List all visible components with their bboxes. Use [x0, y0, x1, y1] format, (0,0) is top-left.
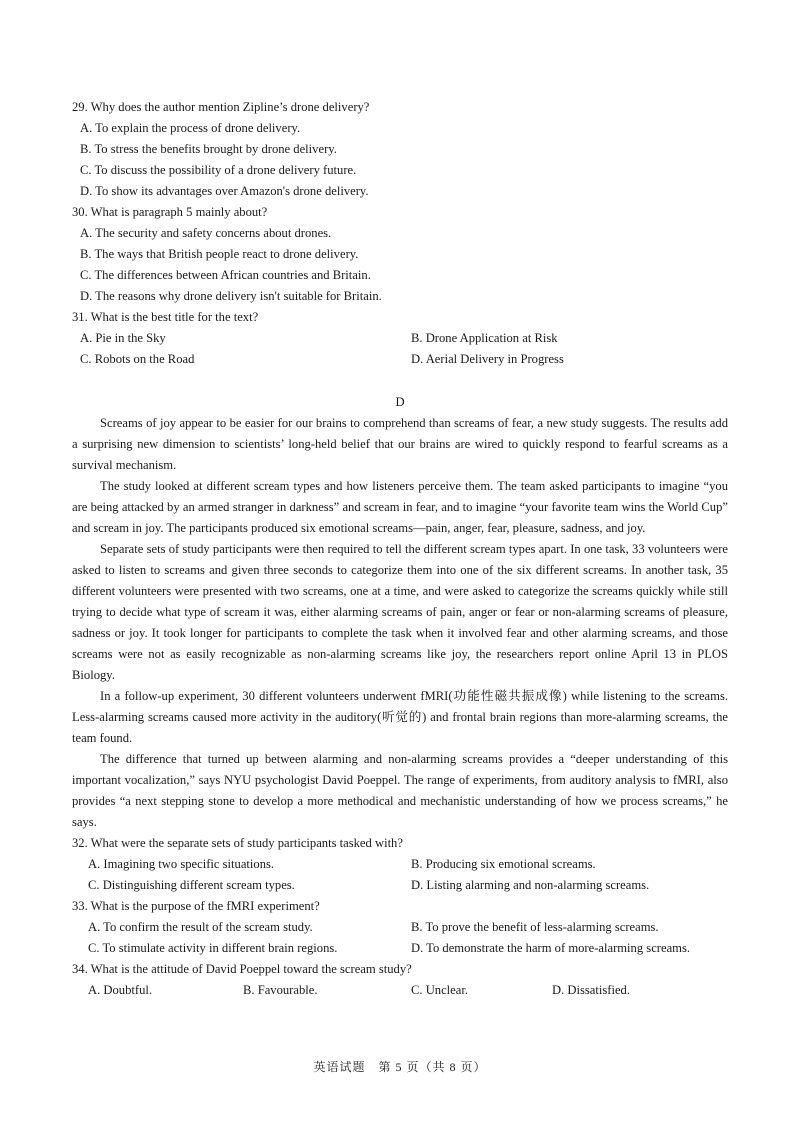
q33-option-a: A. To confirm the result of the scream study.: [88, 920, 313, 934]
passage-paragraph: Separate sets of study participants were then required to tell the different scream types apart. In one task, 33 volunteers were asked to listen to screams and given three seconds to categorize them into one of the six different screams. In another task, 35 different volunteers were presented with two screams, one at a time, and were asked to categorize the screams quickly while still trying to decide what type of scream it was, either alarming screams of pain, anger or fear or non-alarming screams of pleasure, sadness or joy. It took longer for participants to complete the task when it involved fear and other alarming screams, and those screams were not as easily recognizable as non-alarming screams like joy, the researchers report online April 13 in PLOS Biology.: [72, 542, 728, 682]
q30-option-d: D. The reasons why drone delivery isn't suitable for Britain.: [80, 289, 382, 303]
question-30: 30. What is paragraph 5 mainly about?: [72, 205, 268, 219]
q33-option-c: C. To stimulate activity in different brain regions.: [88, 941, 338, 955]
q34-option-b: B. Favourable.: [243, 983, 318, 997]
q31-option-a: A. Pie in the Sky: [80, 331, 166, 345]
q31-options-row-2: [72, 349, 728, 370]
question-32: 32. What were the separate sets of study participants tasked with?: [72, 836, 403, 850]
q29-option-d: D. To show its advantages over Amazon's drone delivery.: [80, 184, 369, 198]
q29-option-c: C. To discuss the possibility of a drone delivery future.: [80, 163, 357, 177]
q34-option-d: D. Dissatisfied.: [552, 983, 631, 997]
q33-options-row-2: [72, 938, 728, 959]
passage-paragraph: In a follow-up experiment, 30 different volunteers underwent fMRI(功能性磁共振成像) while listening to the screams. Less-alarming screams caused more activity in the auditory(听觉的) and frontal brain regions than more-alarming screams, the team found.: [72, 689, 728, 745]
q34-options-row: [72, 980, 728, 1001]
page-footer: 英语试题 第 5 页（共 8 页）: [313, 1060, 487, 1074]
q32-option-c: C. Distinguishing different scream types.: [88, 878, 295, 892]
passage-heading: D: [395, 395, 405, 409]
q32-option-a: A. Imagining two specific situations.: [88, 857, 275, 871]
q30-option-a: A. The security and safety concerns about drones.: [80, 226, 332, 240]
q31-options-row-1: [72, 328, 728, 349]
question-34: 34. What is the attitude of David Poeppel toward the scream study?: [72, 962, 412, 976]
q29-option-a: A. To explain the process of drone delivery.: [80, 121, 301, 135]
q29-option-b: B. To stress the benefits brought by drone delivery.: [80, 142, 337, 156]
q32-option-b: B. Producing six emotional screams.: [411, 857, 596, 871]
q33-option-b: B. To prove the benefit of less-alarming screams.: [411, 920, 659, 934]
passage-d: [72, 392, 728, 1001]
questions-29-31: [72, 97, 728, 370]
q32-option-d: D. Listing alarming and non-alarming screams.: [411, 878, 650, 892]
q31-option-b: B. Drone Application at Risk: [411, 331, 558, 345]
q33-option-d: D. To demonstrate the harm of more-alarming screams.: [411, 941, 691, 955]
q34-option-c: C. Unclear.: [411, 983, 469, 997]
q32-options-row-2: [72, 875, 728, 896]
q30-option-c: C. The differences between African countries and Britain.: [80, 268, 371, 282]
q33-options-row-1: [72, 917, 728, 938]
passage-paragraph: The study looked at different scream types and how listeners perceive them. The team asked participants to imagine “you are being attacked by an armed stranger in darkness” and scream in fear, and to imagine “your favorite team wins the World Cup” and scream in joy. The participants produced six emotional screams—pain, anger, fear, pleasure, sadness, and joy.: [72, 479, 728, 535]
q31-option-c: C. Robots on the Road: [80, 352, 195, 366]
question-33: 33. What is the purpose of the fMRI experiment?: [72, 899, 320, 913]
q31-option-d: D. Aerial Delivery in Progress: [411, 352, 564, 366]
q34-option-a: A. Doubtful.: [88, 983, 153, 997]
question-29: 29. Why does the author mention Zipline’s drone delivery?: [72, 100, 370, 114]
question-31: 31. What is the best title for the text?: [72, 310, 259, 324]
q32-options-row-1: [72, 854, 728, 875]
passage-paragraph: The difference that turned up between alarming and non-alarming screams provides a “deeper understanding of this important vocalization,” says NYU psychologist David Poeppel. The range of experiments, from auditory analysis to fMRI, also provides “a next stepping stone to develop a more methodical and mechanistic understanding of how we process screams,” he says.: [72, 752, 728, 829]
passage-paragraph: Screams of joy appear to be easier for our brains to comprehend than screams of fear, a new study suggests. The results add a surprising new dimension to scientists’ long-held belief that our brains are wired to quickly respond to fearful screams as a survival mechanism.: [72, 416, 728, 472]
q30-option-b: B. The ways that British people react to drone delivery.: [80, 247, 359, 261]
